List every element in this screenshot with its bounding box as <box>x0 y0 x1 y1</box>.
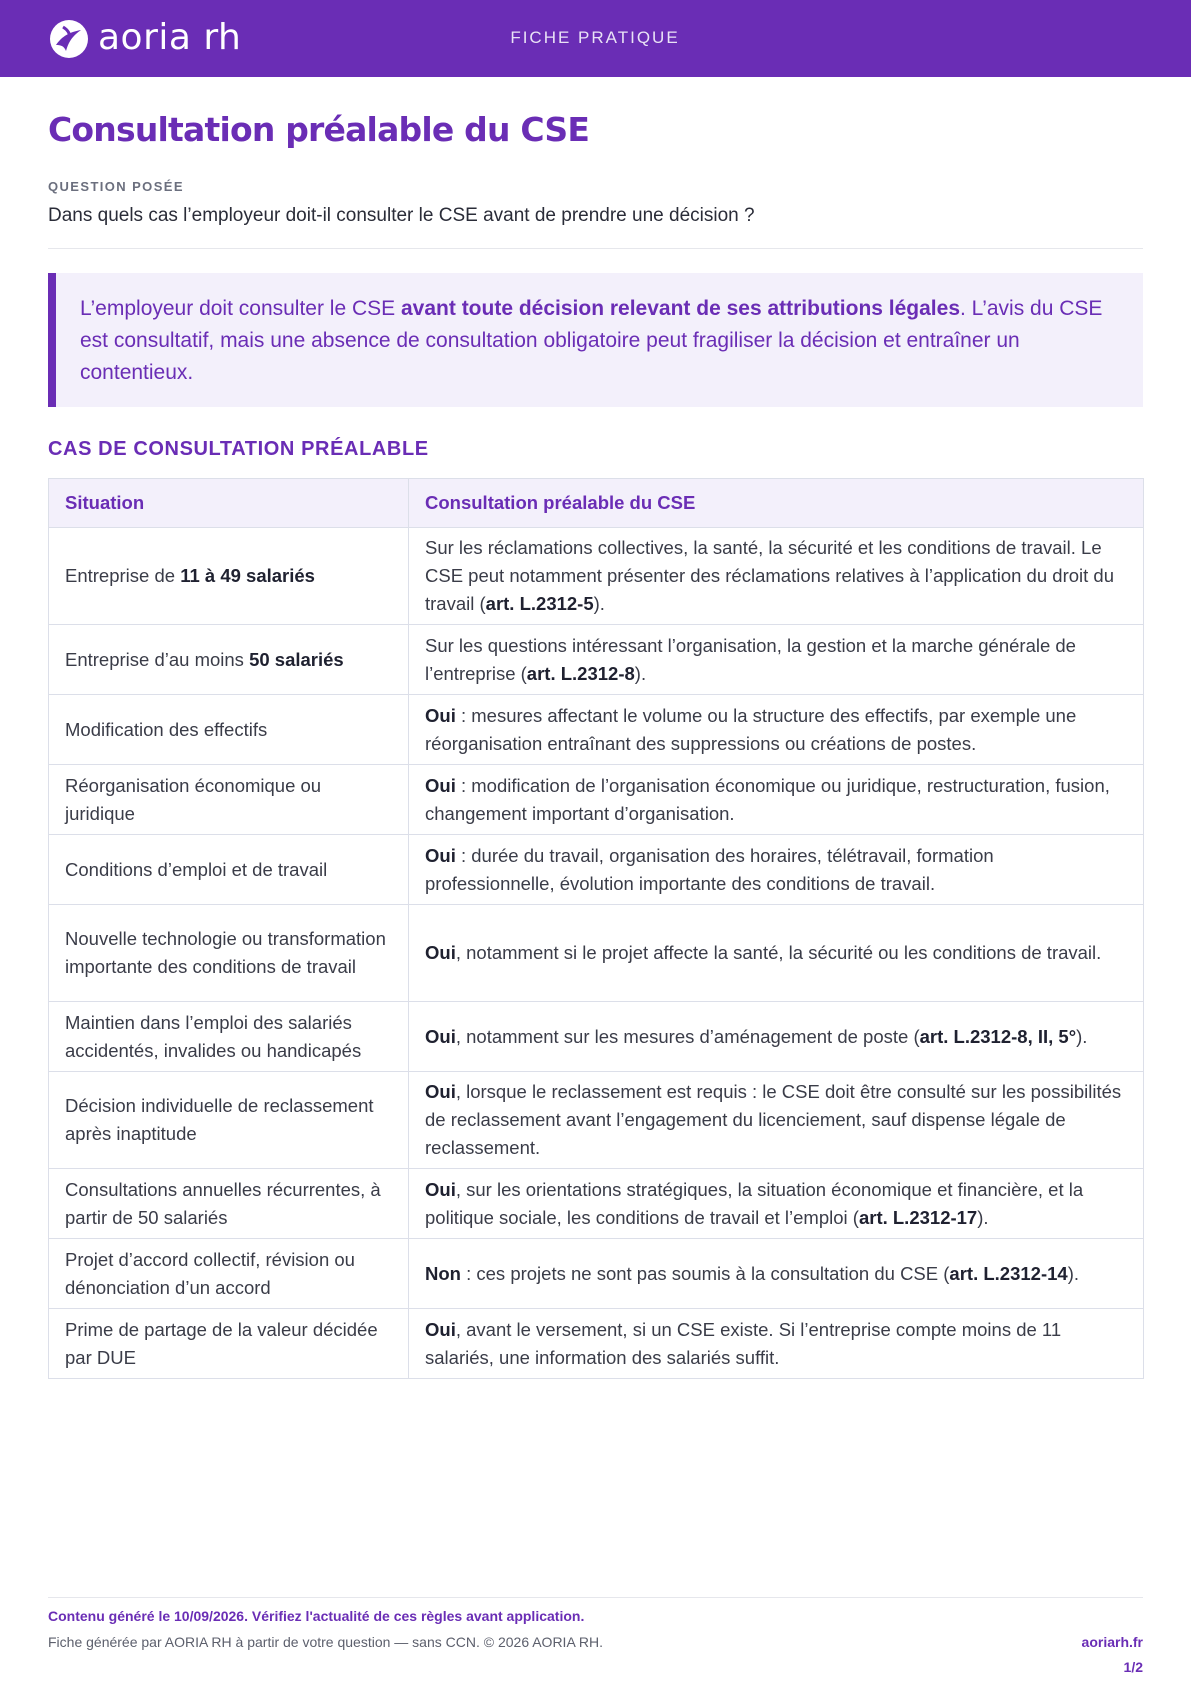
cell-consultation <box>409 1002 1144 1072</box>
header-bar <box>0 0 1191 77</box>
column-header-situation: Situation <box>49 479 409 528</box>
cell-text: ). <box>1067 1262 1079 1284</box>
cell-consultation <box>409 1169 1144 1239</box>
cell-situation <box>49 1309 409 1379</box>
summary-callout <box>48 273 1143 407</box>
callout-text <box>80 293 1111 389</box>
brand-logo[interactable] <box>48 18 248 62</box>
cell-text: Maintien dans l’emploi des salariés accidentés, invalides ou handicapés <box>65 1011 362 1061</box>
cell-situation <box>49 528 409 625</box>
table-row <box>49 1072 1144 1169</box>
cell-emphasis: 50 salariés <box>249 648 344 670</box>
cell-text: ). <box>977 1206 989 1228</box>
cell-text: ). <box>1076 1025 1088 1047</box>
table-row <box>49 1239 1144 1309</box>
cell-situation <box>49 765 409 835</box>
cell-emphasis: art. L.2312-17 <box>858 1206 978 1228</box>
cell-emphasis: Oui <box>425 1178 456 1200</box>
cell-text: , avant le versement, si un CSE existe. Si l’entreprise compte moins de 11 salariés, une information des salariés suffit. <box>425 1318 1062 1368</box>
cell-text: ). <box>593 593 605 614</box>
cell-consultation <box>409 1309 1144 1379</box>
cell-text: ). <box>634 662 647 684</box>
table-row <box>49 695 1144 765</box>
cell-emphasis: Oui <box>425 844 456 866</box>
table-row <box>49 905 1144 1002</box>
question-text: Dans quels cas l’employeur doit-il consulter le CSE avant de prendre une décision ? <box>48 205 755 226</box>
page-number: 1/2 <box>1123 1659 1143 1675</box>
cell-text: Sur les questions intéressant l’organisation, la gestion et la marche générale de l’entreprise ( <box>425 634 1076 684</box>
cell-emphasis: Oui <box>425 774 456 796</box>
footer-credit: Fiche générée par AORIA RH à partir de votre question — sans CCN. © 2026 AORIA RH. <box>48 1634 604 1650</box>
cell-emphasis: Oui <box>425 1081 456 1102</box>
cell-emphasis: art. L.2312-8 <box>526 662 635 684</box>
cell-text: , notamment sur les mesures d’aménagement de poste ( <box>455 1025 920 1047</box>
cell-consultation <box>409 835 1144 905</box>
footer-website-link[interactable]: aoriarh.fr <box>1081 1634 1143 1650</box>
cell-text: Consultations annuelles récurrentes, à partir de 50 salariés <box>65 1178 381 1228</box>
consultation-table <box>48 478 1144 1379</box>
table-row <box>49 1169 1144 1239</box>
question-label: QUESTION POSÉE <box>48 179 184 194</box>
cell-situation <box>49 1072 409 1169</box>
cell-emphasis: Oui <box>425 942 456 963</box>
cell-text: , lorsque le reclassement est requis : le CSE doit être consulté sur les possibilités de reclassement avant l’engagement du licenciement, sauf dispense légale de reclassement. <box>425 1081 1122 1158</box>
cell-situation <box>49 835 409 905</box>
cell-text: Sur les réclamations collectives, la santé, la sécurité et les conditions de travail. Le CSE peut notamment présenter des réclamations relatives à l’application du droit du travail ( <box>425 537 1114 614</box>
cell-text: Nouvelle technologie ou transformation importante des conditions de travail <box>65 928 386 977</box>
cell-consultation <box>409 765 1144 835</box>
table-row <box>49 1002 1144 1072</box>
cell-text: , notamment si le projet affecte la santé, la sécurité ou les conditions de travail. <box>455 942 1102 963</box>
table-row <box>49 528 1144 625</box>
document-type-label: FICHE PRATIQUE <box>510 28 680 47</box>
callout-text-rest: . L’avis du CSE est consultatif, mais une absence de consultation obligatoire peut fragiliser la décision et entraîner un contentieux. <box>80 297 1103 384</box>
cell-situation <box>49 695 409 765</box>
cell-emphasis: Oui <box>425 704 456 726</box>
cell-text: Réorganisation économique ou juridique <box>65 774 322 824</box>
brand-name: aoria rh <box>98 17 242 58</box>
callout-text-emphasis: avant toute décision relevant de ses attributions légales <box>401 297 961 320</box>
cell-text: : modification de l’organisation économique ou juridique, restructuration, fusion, changement important d’organisation. <box>425 774 1110 824</box>
table-row <box>49 1309 1144 1379</box>
table-row <box>49 625 1144 695</box>
cell-consultation <box>409 1072 1144 1169</box>
cell-emphasis: Oui <box>425 1025 456 1047</box>
cell-text: Modification des effectifs <box>65 718 268 740</box>
cell-emphasis: art. L.2312-8, II, 5° <box>919 1025 1077 1047</box>
table-row <box>49 835 1144 905</box>
table-row <box>49 765 1144 835</box>
cell-consultation <box>409 905 1144 1002</box>
cell-situation <box>49 1239 409 1309</box>
cell-text: Projet d’accord collectif, révision ou dénonciation d’un accord <box>65 1248 355 1298</box>
cell-consultation <box>409 695 1144 765</box>
cell-emphasis: 11 à 49 salariés <box>180 565 315 586</box>
cell-emphasis: art. L.2312-5 <box>485 593 594 614</box>
cell-text: Prime de partage de la valeur décidée par DUE <box>65 1318 378 1368</box>
cell-situation <box>49 625 409 695</box>
cell-consultation <box>409 1239 1144 1309</box>
column-header-consultation: Consultation préalable du CSE <box>409 479 1144 528</box>
cell-text: Conditions d’emploi et de travail <box>65 858 328 880</box>
cell-emphasis: Oui <box>425 1318 456 1340</box>
cell-consultation <box>409 528 1144 625</box>
cell-text: Entreprise d’au moins <box>65 648 250 670</box>
cell-situation <box>49 905 409 1002</box>
section-title: CAS DE CONSULTATION PRÉALABLE <box>48 438 429 460</box>
cell-text: Entreprise de <box>65 565 181 586</box>
cell-text: : durée du travail, organisation des horaires, télétravail, formation professionnelle, évolution importante des conditions de travail. <box>425 844 994 894</box>
callout-text-intro: L’employeur doit consulter le CSE <box>80 297 401 320</box>
page-title: Consultation préalable du CSE <box>48 110 590 149</box>
cell-text: , sur les orientations stratégiques, la situation économique et financière, et la politique sociale, les conditions de travail et l’emploi ( <box>425 1178 1084 1228</box>
table-header-row <box>49 479 1144 528</box>
footer-divider <box>48 1597 1143 1598</box>
cell-situation <box>49 1002 409 1072</box>
cell-text: : mesures affectant le volume ou la structure des effectifs, par exemple une réorganisation entraînant des suppressions ou créations de postes. <box>425 704 1077 754</box>
divider <box>48 248 1143 249</box>
cell-emphasis: art. L.2312-14 <box>949 1262 1068 1284</box>
aoria-logo-icon <box>48 18 90 60</box>
cell-emphasis: Non <box>425 1262 461 1284</box>
cell-text: Décision individuelle de reclassement après inaptitude <box>65 1095 374 1144</box>
cell-text: : ces projets ne sont pas soumis à la consultation du CSE ( <box>460 1262 950 1284</box>
cell-situation <box>49 1169 409 1239</box>
cell-consultation <box>409 625 1144 695</box>
footer-disclaimer: Contenu généré le 10/09/2026. Vérifiez l'actualité de ces règles avant application. <box>48 1608 585 1624</box>
